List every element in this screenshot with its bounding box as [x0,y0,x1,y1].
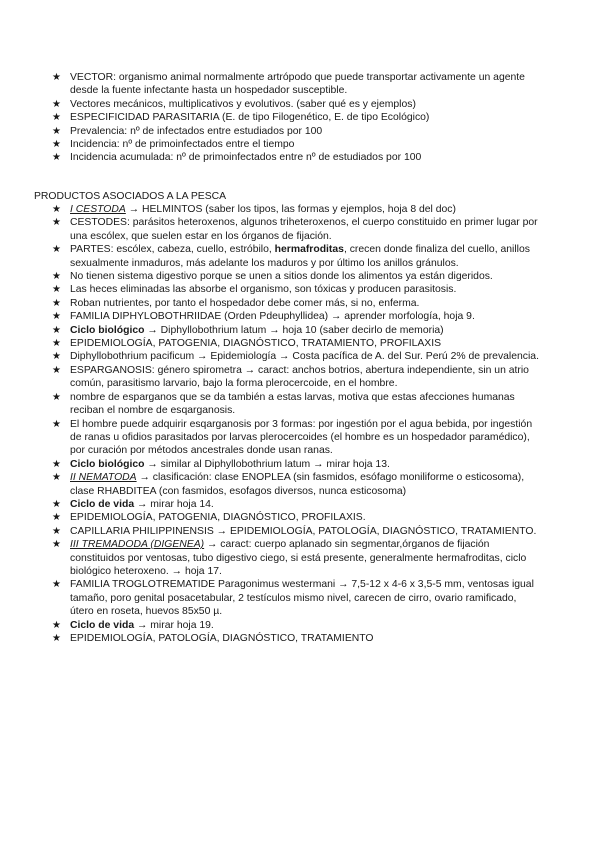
list-item: ★ Roban nutrientes, por tanto el hospedador debe comer más, si no, enferma. [52,297,420,309]
star-icon: ★ [52,539,61,551]
star-icon: ★ [52,139,61,151]
star-icon: ★ [52,619,61,631]
list-item: ★ EPIDEMIOLOGÍA, PATOLOGÍA, DIAGNÓSTICO, TRATAMIENTO [52,633,374,644]
list-item: ★ EPIDEMIOLOGÍA, PATOGENIA, DIAGNÓSTICO, PROFILAXIS. [52,512,366,524]
list-item: ★ ESPECIFICIDAD PARASITARIA (E. de tipo Filogenético, E. de tipo Ecológico) [52,112,430,124]
list-item: ★ nombre de esparganos que se da también a estas larvas, motiva que estas afecciones humanas reciban el nombre de esqarganosis. [52,391,515,417]
star-icon: ★ [52,98,61,110]
section-title: PRODUCTOS ASOCIADOS A LA PESCA [34,191,227,202]
star-icon: ★ [52,244,61,256]
list-item: ★ CESTODES: parásitos heteroxenos, algunos triheteroxenos, el cuerpo constituido en primer lugar por una escólex, que suelen estar en los órganos de fijación. [52,217,538,242]
star-icon: ★ [52,633,61,644]
list-item: ★ Las heces eliminadas las absorbe el organismo, son tóxicas y producen parasitosis. [52,284,457,296]
star-icon: ★ [52,311,61,323]
list-item: ★ FAMILIA DIPHYLOBOTHRIIDAE (Orden Pdeuphyllidea) → aprender morfología, hoja 9. [52,311,475,323]
list-item-tremadoda: ★ III TREMADODA (DIGENEA) → caract: cuerpo aplanado sin segmentar,órganos de fijación constituidos por ventosas, tubo digestivo ciego, si está presente, generalmente hermafroditas, ciclo biológico heteroxeno. → hoja 17. [52,539,527,577]
star-icon: ★ [52,125,61,137]
star-icon: ★ [52,525,61,537]
star-icon: ★ [52,271,61,283]
star-icon: ★ [52,351,61,363]
list-item-nematoda: ★ II NEMATODA → clasificación: clase ENOPLEA (sin fasmidos, esófago moniliforme o esticosoma), clase RHABDITEA (con fasmidos, esofagos diversos, nunca esticosoma) [52,472,525,497]
list-item: ★ El hombre puede adquirir esqarganosis por 3 formas: por ingestión por el agua bebida, por ingestión de ranas u ofidios parasitados por larvas plerocercoides (el hombre es un hospedador paramédico), por curación por métodos ancestrales donde usan ranas. [52,418,533,457]
star-icon: ★ [52,72,61,83]
star-icon: ★ [52,472,61,484]
top-bullet-list [52,71,532,165]
star-icon: ★ [52,324,61,336]
star-icon: ★ [52,579,61,591]
list-item: ★ ESPARGANOSIS: género spirometra → caract: anchos botrios, abertura independiente, sin un atrio común, parasitismo larvario, bajo la forma plerocercoide, en el hombre. [52,364,529,390]
list-item: ★ Vectores mecánicos, multiplicativos y evolutivos. (saber qué es y ejemplos) [52,98,416,110]
star-icon: ★ [52,152,61,164]
list-item: ★ VECTOR: organismo animal normalmente artrópodo que puede transportar activamente un agente desde la fuente infectante hasta un hospedador susceptible. [52,72,525,97]
list-item-cestoda: ★ I CESTODA → HELMINTOS (saber los tipos, las formas y ejemplos, hoja 8 del doc) [52,204,456,215]
main-bullet-list [52,203,542,645]
list-item: ★ Incidencia acumulada: nº de primoinfectados entre nº de estudiados por 100 [52,152,422,164]
list-item: ★ Ciclo biológico → similar al Diphyllobothrium latum → mirar hoja 13. [52,458,390,470]
star-icon: ★ [52,338,61,350]
star-icon: ★ [52,297,61,309]
list-item: ★ CAPILLARIA PHILIPPINENSIS → EPIDEMIOLOGÍA, PATOLOGÍA, DIAGNÓSTICO, TRATAMIENTO. [52,525,537,537]
star-icon: ★ [52,284,61,296]
star-icon: ★ [52,418,61,430]
list-item: ★ Ciclo biológico → Diphyllobothrium latum → hoja 10 (saber decirlo de memoria) [52,324,444,336]
star-icon: ★ [52,512,61,524]
star-icon: ★ [52,204,61,215]
list-item: ★ Diphyllobothrium pacificum → Epidemiología → Costa pacífica de A. del Sur. Perú 2% de prevalencia. [52,351,539,363]
list-item: ★ PARTES: escólex, cabeza, cuello, estróbilo, hermafroditas, crecen donde finaliza del cuello, anillos sexualmente inmaduros, más adelante los maduros y por último los anillos gránulos. [52,244,530,269]
star-icon: ★ [52,217,61,229]
star-icon: ★ [52,458,61,470]
list-item: ★ No tienen sistema digestivo porque se unen a sitios donde los alimentos ya están digeridos. [52,271,493,283]
star-icon: ★ [52,498,61,510]
list-item: ★ Ciclo de vida → mirar hoja 19. [52,619,214,631]
star-icon: ★ [52,112,61,124]
list-item: ★ FAMILIA TROGLOTREMATIDE Paragonimus westermani → 7,5-12 x 4-6 x 3,5-5 mm, ventosas igual tamaño, poro genital posacetabular, 2 testículos mismo nivel, carecen de cirro, ovario ramificado, útero en roseta, huevos 85x50 µ. [52,579,534,618]
list-item: ★ Ciclo de vida → mirar hoja 14. [52,498,214,510]
list-item: ★ Incidencia: nº de primoinfectados entre el tiempo [52,139,295,151]
star-icon: ★ [52,391,61,403]
list-item: ★ Prevalencia: nº de infectados entre estudiados por 100 [52,125,323,137]
list-item: ★ EPIDEMIOLOGÍA, PATOGENIA, DIAGNÓSTICO, TRATAMIENTO, PROFILAXIS [52,338,442,350]
star-icon: ★ [52,364,61,376]
